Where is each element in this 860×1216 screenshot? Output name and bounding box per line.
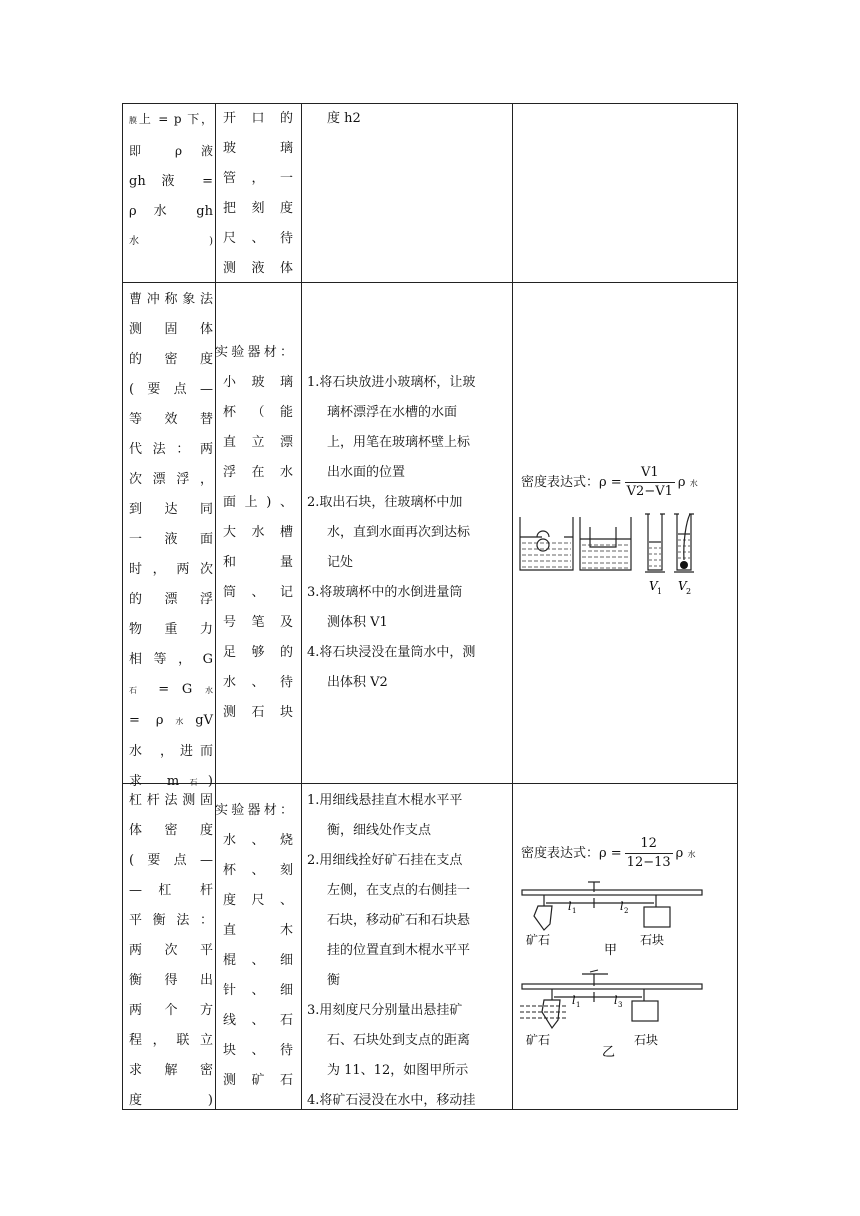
- row2-steps-cell: 1.将石块放进小玻璃杯，让玻 璃杯漂浮在水槽的水面 上，用笔在玻璃杯壁上标 出水面的位置 2.取出石块，往玻璃杯中加 水，直到水面再次到达标 记处 3.将玻璃杯中的水倒进量筒 测体积 V1 4.将石块浸没在量筒水中，测 出体积 V2: [307, 375, 476, 690]
- row1-principle-cell: 膜上 = p 下，即 ρ 液 gh 液 = ρ 水 gh 水 ): [129, 112, 214, 247]
- col-divider: [301, 104, 302, 1109]
- svg-text:3: 3: [618, 1001, 623, 1009]
- stone-label-jia: 石块: [640, 933, 665, 947]
- method-table: [122, 103, 738, 1110]
- row3-formula: 密度表达式：ρ = $\frac{12}{12-13}$ ρ 水: [521, 836, 696, 870]
- col-divider: [512, 104, 513, 1109]
- ore-label-jia: 矿石: [526, 933, 551, 947]
- row1-steps-cell: 度 h2: [327, 111, 361, 126]
- row2-formula: 密度表达式：ρ = $\frac{V1}{V2-V1}$ ρ 水: [521, 465, 698, 499]
- l2-label: l: [620, 900, 624, 913]
- v2-label: V: [678, 579, 687, 593]
- svg-text:1: 1: [657, 587, 663, 596]
- row3-principle-cell: 杠杆法测固 体 密 度 (要点— — 杠 杆 平衡法： 两 次 平 衡 得 出 两 个 方 程，联立 求 解 密 度): [129, 793, 213, 1108]
- l3-label: l: [614, 994, 618, 1007]
- svg-text:1: 1: [572, 907, 577, 915]
- lever-experiment-figure: [516, 876, 716, 1066]
- float-experiment-figure: [518, 512, 708, 602]
- svg-text:2: 2: [624, 907, 629, 915]
- ore-label-yi: 矿石: [526, 1033, 551, 1047]
- l1-label: l: [568, 900, 572, 913]
- row3-steps-cell: 1.用细线悬挂直木棍水平平 衡，细线处作支点 2.用细线拴好矿石挂在支点 左侧，在支点的右侧挂一 石块，移动矿石和石块悬 挂的位置直到木棍水平平 衡 3.用刻度尺分别量出悬挂矿 石、石块处到支点的距离 为 11、12，如图甲所示 4.将矿石浸没在水中，移动挂: [307, 793, 476, 1108]
- svg-text:1: 1: [576, 1001, 581, 1009]
- row3-equipment-cell: 实验器材： 水、烧 杯、刻 度尺、 直 木 棍、细 针、细 线、石 块、待 测矿石: [215, 803, 293, 1088]
- figure-yi-label: 乙: [602, 1045, 616, 1060]
- row2-equipment-cell: 实验器材： 小玻璃 杯（能 直立漂 浮在水 面上)、 大水槽 和 量 筒、记 号笔及 足够的 水、待 测石块: [215, 345, 293, 720]
- col-divider: [215, 104, 216, 1109]
- figure-jia-label: 甲: [604, 943, 618, 958]
- row2-principle-cell: 曹冲称象法 测 固 体 的 密 度 (要点— 等 效 替 代法：两 次漂浮， 到 达 同 一 液 面 时，两次 的 漂 浮 物 重 力 相等，G 石 = G 水 = ρ水gV 水 ，进而 求 m石): [129, 292, 214, 789]
- svg-text:l: l: [572, 994, 576, 1007]
- row1-equipment-cell: 开口的 玻 璃 管，一 把刻度 尺、待 测液体: [223, 111, 293, 276]
- v1-label: V: [649, 579, 658, 593]
- svg-text:2: 2: [686, 587, 692, 596]
- stone-label-yi: 石块: [634, 1033, 659, 1047]
